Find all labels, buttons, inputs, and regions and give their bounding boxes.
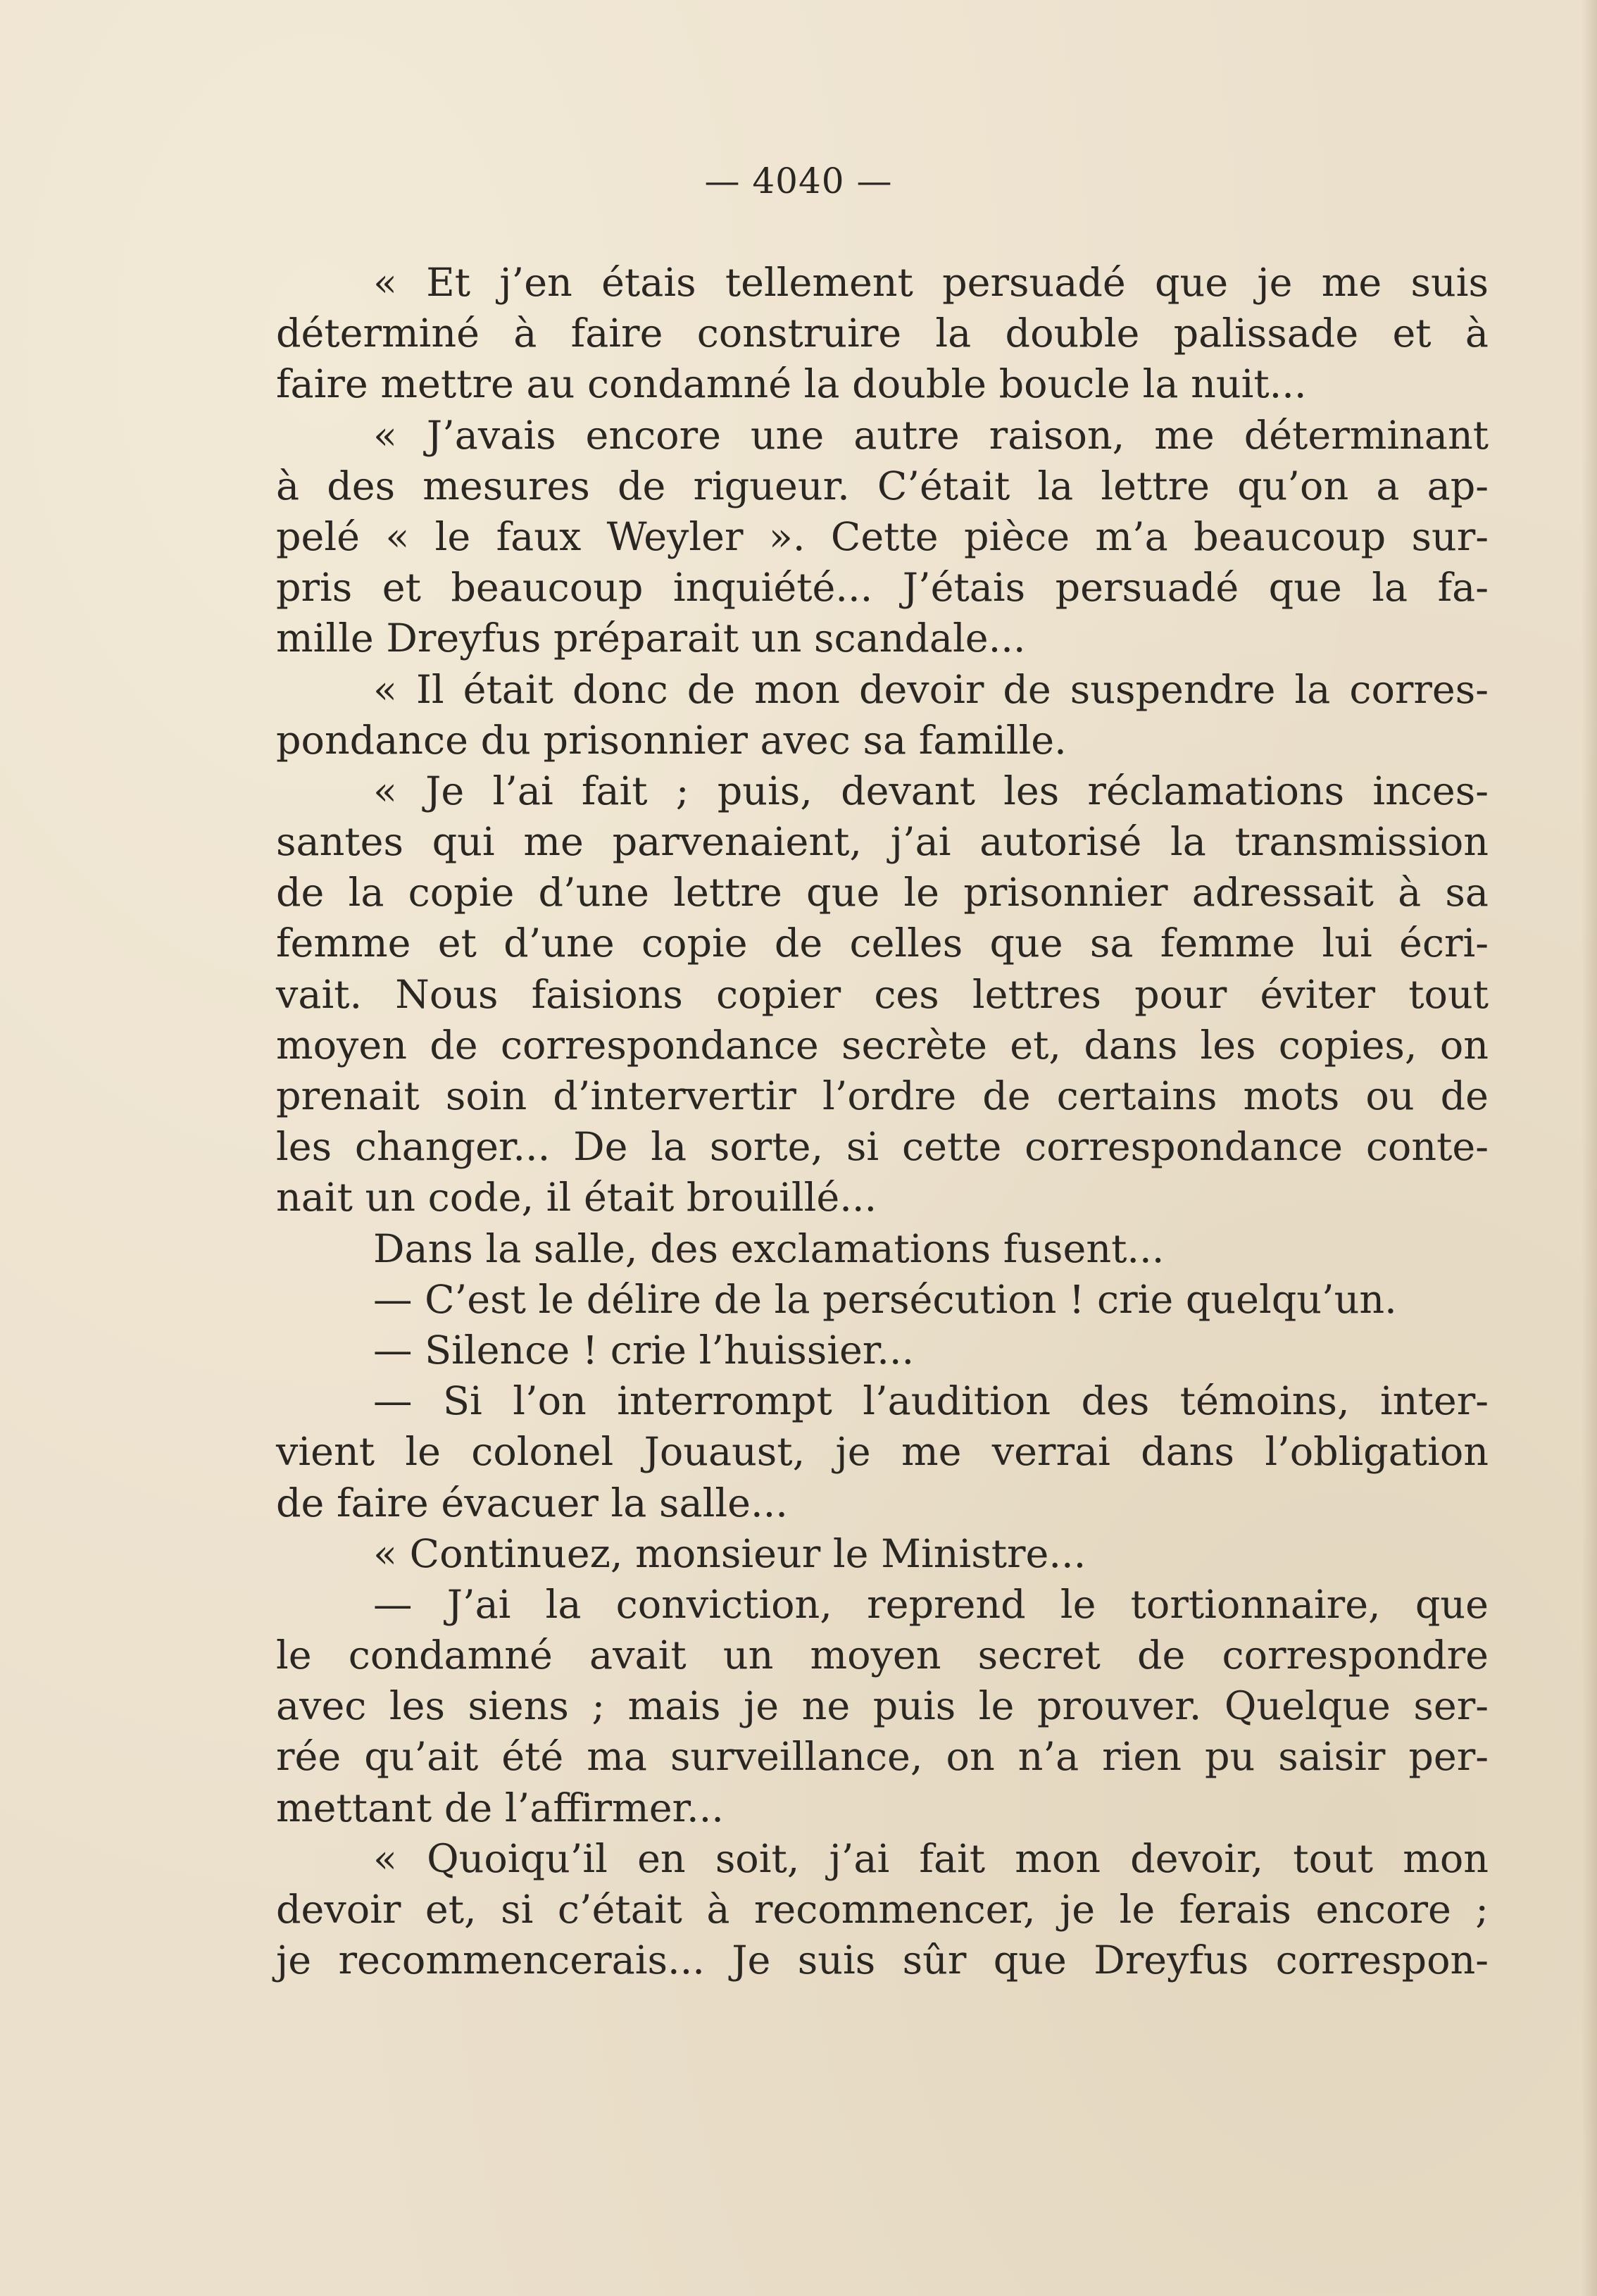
text-line: rée qu’ait été ma surveillance, on n’a rien pu saisir per- [276, 1734, 1489, 1780]
text-line: les changer... De la sorte, si cette correspondance conte- [276, 1124, 1489, 1171]
text-line: — C’est le délire de la persécution ! crie quelqu’un. [373, 1276, 1397, 1323]
text-line: nait un code, il était brouillé... [276, 1175, 877, 1221]
text-line: prenait soin d’intervertir l’ordre de certains mots ou de [276, 1073, 1489, 1119]
text-line: pondance du prisonnier avec sa famille. [276, 717, 1067, 763]
text-line: mettant de l’affirmer... [276, 1785, 724, 1831]
text-line: de faire évacuer la salle... [276, 1480, 788, 1526]
text-line: vait. Nous faisions copier ces lettres pour éviter tout [276, 971, 1489, 1018]
text-line: mille Dreyfus préparait un scandale... [276, 616, 1026, 662]
text-line: vient le colonel Jouaust, je me verrai dans l’obligation [276, 1429, 1489, 1475]
text-line: devoir et, si c’était à recommencer, je le ferais encore ; [276, 1887, 1489, 1933]
text-line: avec les siens ; mais je ne puis le prouver. Quelque ser- [276, 1683, 1489, 1730]
page-edge-shadow [1582, 0, 1597, 2296]
text-line: le condamné avait un moyen secret de correspondre [276, 1633, 1489, 1679]
text-line: « Il était donc de mon devoir de suspendre la corres- [373, 666, 1489, 713]
text-line: « Continuez, monsieur le Ministre... [373, 1530, 1086, 1577]
text-line: Dans la salle, des exclamations fusent... [373, 1225, 1165, 1272]
text-line: santes qui me parvenaient, j’ai autorisé la transmission [276, 819, 1489, 866]
text-line: « J’avais encore une autre raison, me déterminant [373, 412, 1489, 458]
text-line: « Je l’ai fait ; puis, devant les réclamations inces- [373, 768, 1489, 814]
text-line: — Si l’on interrompt l’audition des témoins, inter- [373, 1378, 1489, 1425]
text-line: pelé « le faux Weyler ». Cette pièce m’a beaucoup sur- [276, 513, 1489, 560]
text-line: moyen de correspondance secrète et, dans les copies, on [276, 1022, 1489, 1068]
body-text [276, 258, 1489, 1986]
text-line: « Et j’en étais tellement persuadé que je me suis [373, 260, 1489, 306]
text-line: « Quoiqu’il en soit, j’ai fait mon devoir, tout mon [373, 1835, 1489, 1882]
page-number: — 4040 — [704, 161, 893, 201]
text-line: de la copie d’une lettre que le prisonnier adressait à sa [276, 870, 1489, 916]
text-line: — Silence ! crie l’huissier... [373, 1327, 915, 1373]
text-line: femme et d’une copie de celles que sa femme lui écri- [276, 921, 1489, 967]
text-line: pris et beaucoup inquiété... J’étais persuadé que la fa- [276, 565, 1489, 611]
text-line: — J’ai la conviction, reprend le tortionnaire, que [373, 1581, 1489, 1628]
text-line: je recommencerais... Je suis sûr que Dreyfus correspon- [276, 1938, 1489, 1984]
text-line: à des mesures de rigueur. C’était la lettre qu’on a ap- [276, 463, 1489, 509]
text-line: déterminé à faire construire la double palissade et à [276, 311, 1489, 357]
text-line: faire mettre au condamné la double boucle la nuit... [276, 361, 1307, 408]
